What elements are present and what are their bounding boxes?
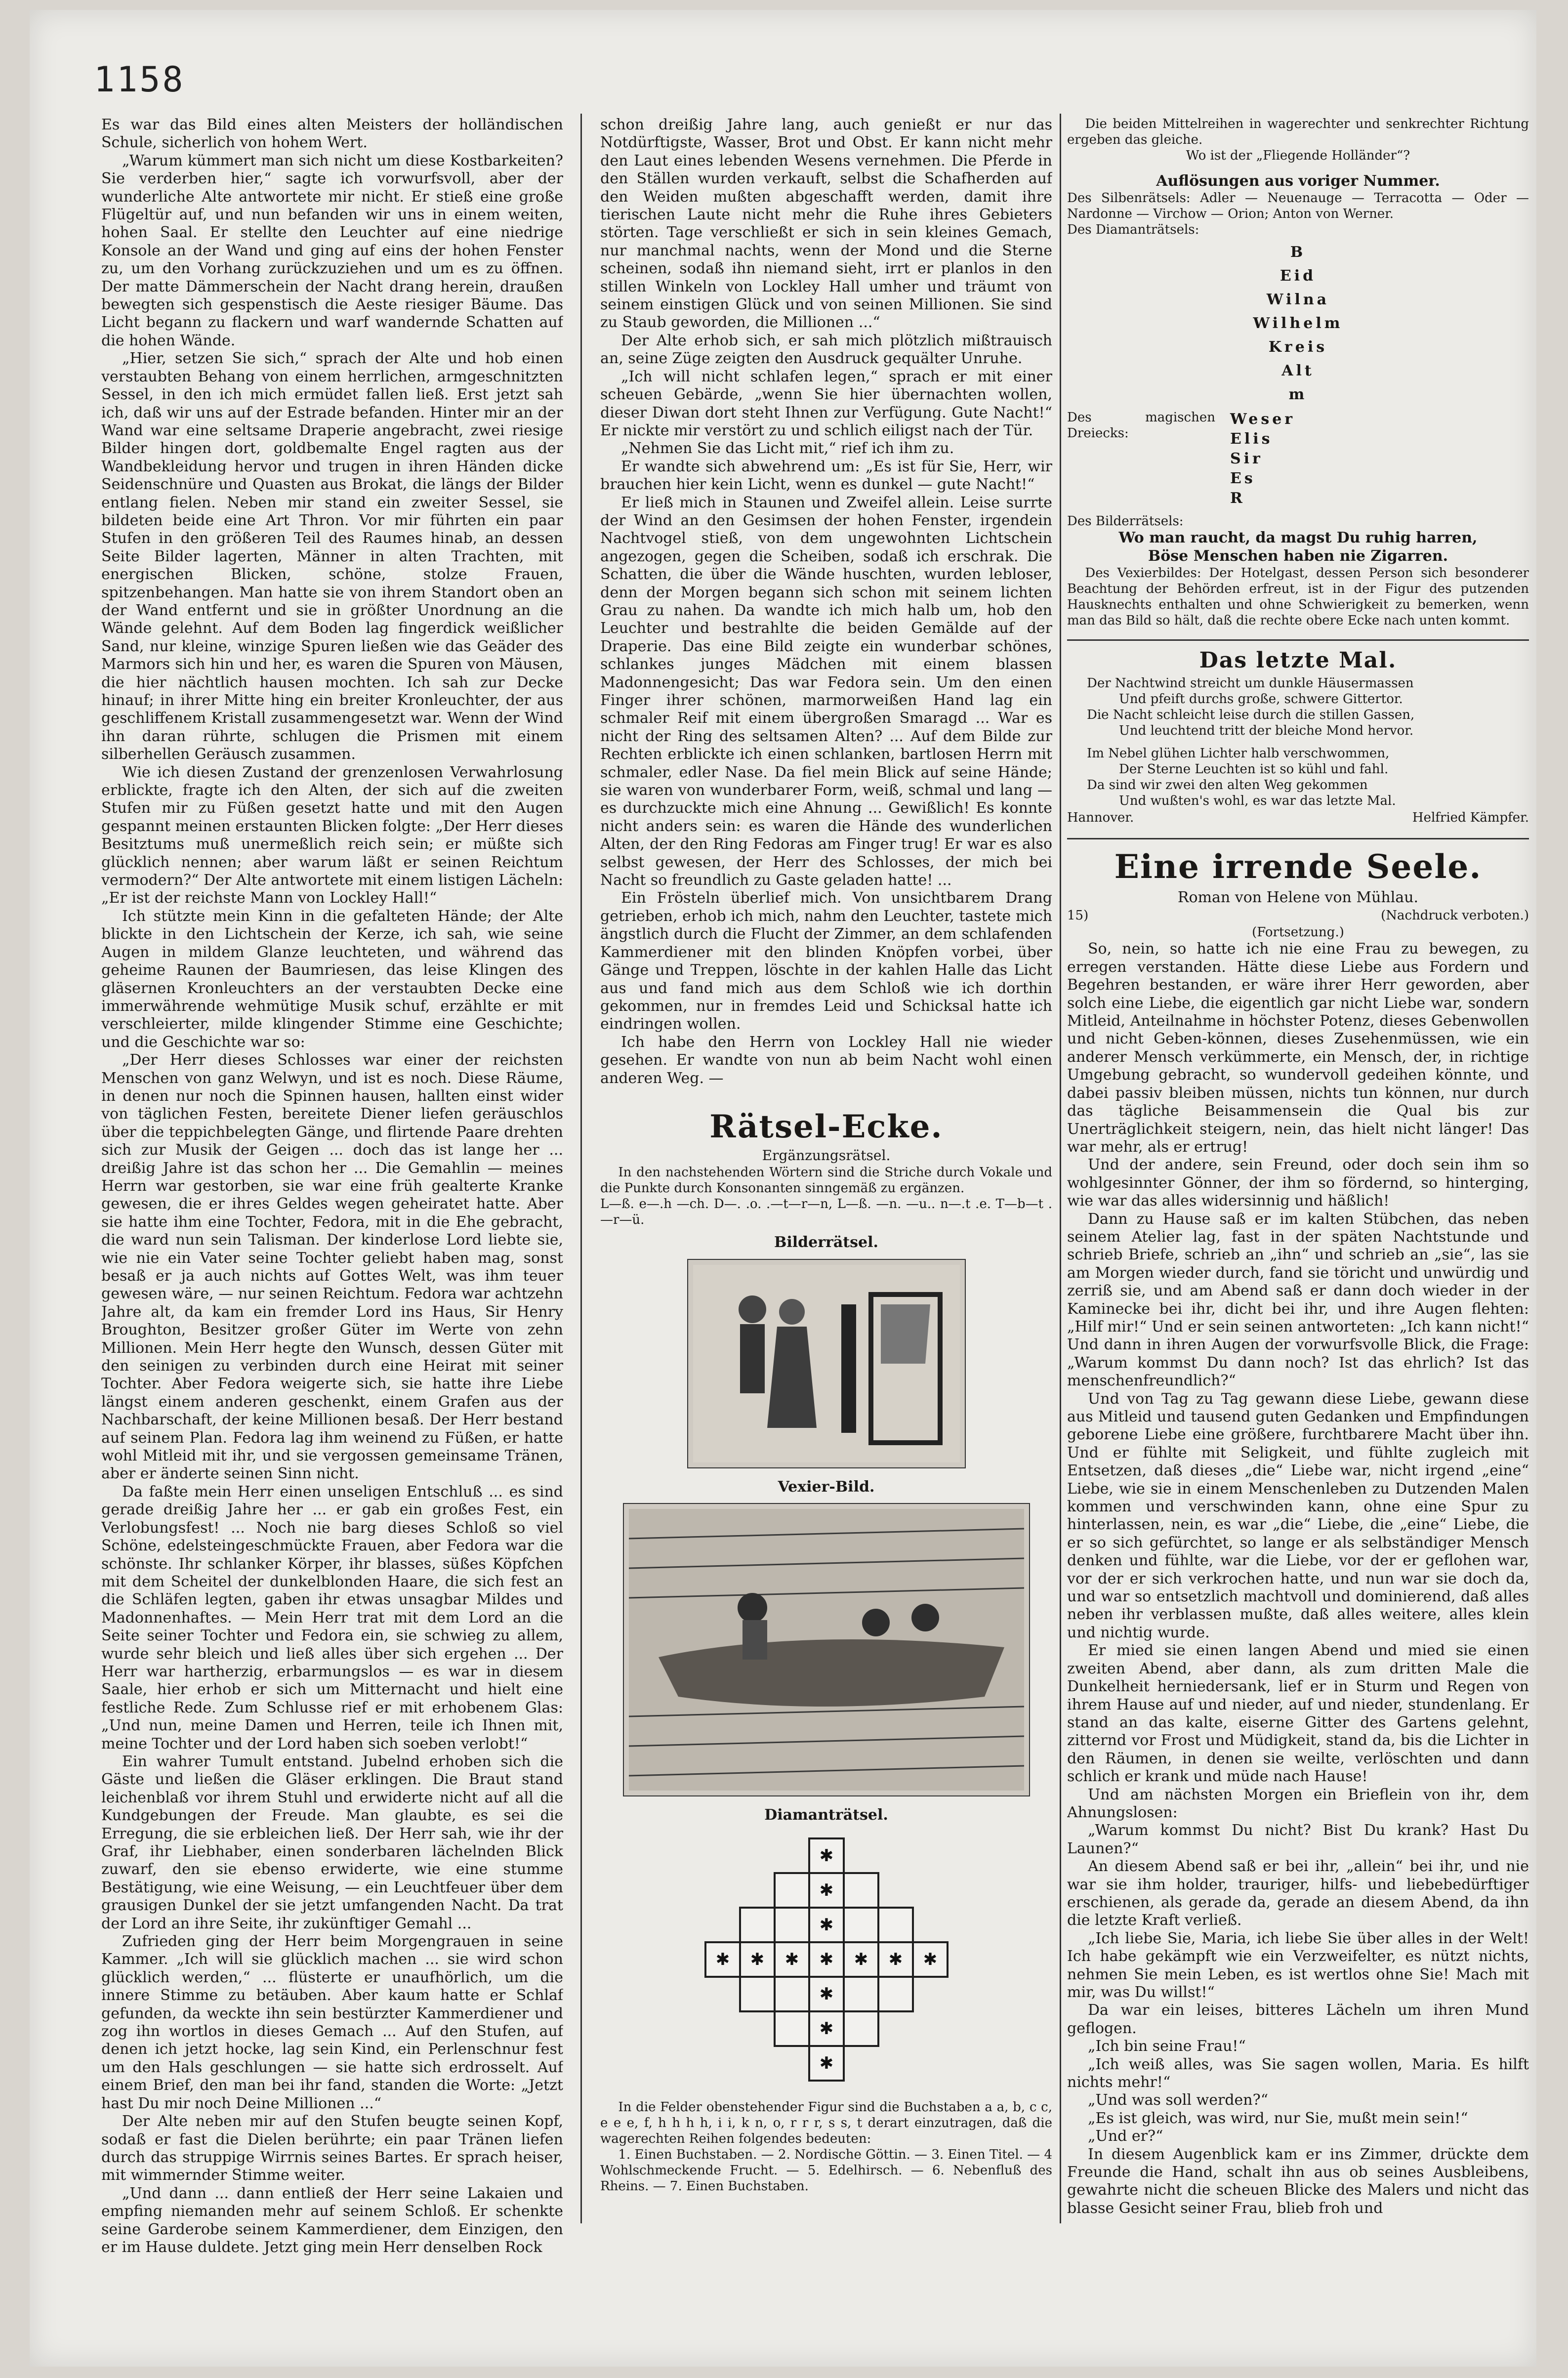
svg-text:✱: ✱ xyxy=(819,1915,833,1935)
story-paragraph: Ein Frösteln überlief mich. Von unsichtbarem Drang getrieben, erhob ich mich, nahm den Leuchter, tastete mich ängstlich durch die Flucht der Zimmer, an dem schlafenden Kammerdiener mit den blinden Knöpfen vorbei, über Gänge und Treppen, löschte in der kahlen Halle das Licht aus und fand mich aus dem Schloß wie ich dorthin gekommen, nur in fremdes Leid und Schicksal hatte ich eindringen wollen. xyxy=(600,889,1052,1033)
diamant-text: In die Felder obenstehender Figur sind die Buchstaben a a, b, c c, e e e, f, h h h h, i i, k n, o, r r r, s s, t derart einzutragen, daß die wagerechten Reihen folgendes bedeuten: xyxy=(600,2099,1052,2146)
novel-paragraph: „Ich weiß alles, was Sie sagen wollen, Maria. Es hilft nichts mehr!“ xyxy=(1067,2055,1529,2091)
puzzle-intro: Die beiden Mittelreihen in wagerechter und senkrechter Richtung ergeben das gleiche. xyxy=(1067,117,1529,147)
novel-paragraph: Und von Tag zu Tag gewann diese Liebe, gewann diese aus Mitleid und tausend guten Gedanken und Empfindungen geborene Liebe eine größere, furchtbarere Macht über ihn. Und er fühlte mit Seligkeit, und fühlte zugleich mit Entsetzen, daß dieses „die“ Liebe war, nicht irgend „eine“ Liebe, wie sie in einem Menschenleben zu Dutzenden Malen kommen und verschwinden kann, ohne eine Spur zu hinterlassen, nein, es war „die“ Liebe, die „eine“ Liebe, die er so sich gefürchtet, so lange er als selbständiger Mensch denken und fühlte, war die Liebe, vor der er geflohen war, vor der er sich verkrochen hatte, und nun war sie doch da, und war so entsetzlich machtvoll und dominierend, daß alles neben ihr verblassen mußte, daß alles weitere, alles klein und nichtig wurde. xyxy=(1067,1390,1529,1641)
story-paragraph: Der Alte erhob sich, er sah mich plötzlich mißtrauisch an, seine Züge zeigten den Ausdruck gequälter Unruhe. xyxy=(600,332,1052,368)
svg-text:✱: ✱ xyxy=(854,1949,868,1969)
story-paragraph: „Der Herr dieses Schlosses war einer der reichsten Menschen von ganz Welwyn, und ist es noch. Diese Räume, in denen nur noch die Spinnen hausen, hallten einst wider von täglichen Festen, bereitete Diener liefen geräuschlos über die teppichbelegten Gänge, und flirtende Paare drehten sich zur Musik der Geigen ... doch das ist lange her ... dreißig Jahre ist das schon her ... Die Gemahlin — meines Herrn war gestorben, sie war eine früh gealterte Kranke gewesen, die er ihres Geldes wegen geheiratet hatte. Aber sie hatte ihm eine Tochter, Fedora, mit in die Ehe gebracht, die ward nun sein Talisman. Der kinderlose Lord liebte sie, wie nie ein Vater seine Tochter geliebt haben mag, sonst besaß er ja auch nichts auf Gottes Welt, was ihm teuer gewesen wäre, — nur seinen Reichtum. Fedora war achtzehn Jahre alt, da kam ein fremder Lord ins Haus, Sir Henry Broughton, Besitzer großer Güter im Werte von zehn Millionen. Mein Herr hegte den Wunsch, dessen Güter mit den seinigen zu verbinden durch eine Heirat mit seiner Tochter. Aber Fedora weigerte sich, sie hatte ihre Liebe längst einem anderen geschenkt, einem Grafen aus der Nachbarschaft, der keine Millionen besaß. Der Herr bestand auf seinem Plan. Fedora lag ihm weinend zu Füßen, er hatte wohl Mitleid mit ihr, und sie vergossen gemeinsame Tränen, aber er änderte seinen Sinn nicht. xyxy=(101,1051,563,1483)
section-divider xyxy=(1067,639,1529,641)
diamant-row: B xyxy=(1290,244,1306,261)
story-paragraph: Es war das Bild eines alten Meisters der holländischen Schule, sicherlich von hohem Wert. xyxy=(101,116,563,152)
poem-title: Das letzte Mal. xyxy=(1199,648,1397,673)
novel-paragraph: „Ich liebe Sie, Maria, ich liebe Sie über alles in der Welt! Ich habe gekämpft wie ein Verzweifelter, es nützt nichts, nehmen Sie mein Leben, es ist wertlos ohne Sie! Mach mit mir, was Du willst!“ xyxy=(1067,1929,1529,2001)
column-divider xyxy=(1060,114,1061,2223)
diamant-row: Alt xyxy=(1281,362,1315,380)
story-paragraph: Ich stützte mein Kinn in die gefalteten Hände; der Alte blickte in den Lichtschein der Kerze, ich sah, wie seine Augen in mildem Glanze leuchteten, und während das geheime Raunen der Baumriesen, das leise Klingen des gläsernen Kronleuchters an der verstaubten Decke eine immerwährende wehmütige Musik schuf, erzählte er mit verschleierter, milde klingender Stimme eine Geschichte; und die Geschichte war so: xyxy=(101,907,563,1051)
vexier-image xyxy=(623,1503,1030,1796)
story-paragraph: Der Alte neben mir auf den Stufen beugte seinen Kopf, sodaß er fast die Dielen berührte; ein paar Tränen liefen durch das struppige Wirrnis seines Bartes. Er sprach heiser, mit wimmernder Stimme weiter. xyxy=(101,2113,563,2184)
column-divider xyxy=(580,114,582,2223)
story-paragraph: „Warum kümmert man sich nicht um diese Kostbarkeiten? Sie verderben hier,“ sagte ich vorwurfsvoll, aber der wunderliche Alte antwortete mir nicht. Er stieß eine große Flügeltür auf, und nun befanden wir uns in einem weiten, hohen Saal. Er stellte den Leuchter auf eine niedrige Konsole an der Wand und ging auf eins der hohen Fenster zu, um den Vorhang zurückzuziehen und um es zu öffnen. Der matte Dämmerschein der Nacht drang herein, draußen bewegten sich gespenstisch die Aeste riesiger Bäume. Das Licht begann zu flackern und warf wandernde Schatten auf die hohen Wände. xyxy=(101,152,563,349)
poem-line: Und leuchtend tritt der bleiche Mond hervor. xyxy=(1119,723,1414,739)
novel-paragraph: Da war ein leises, bitteres Lächeln um ihren Mund geflogen. xyxy=(1067,2002,1529,2037)
novel-paragraph: Er mied sie einen langen Abend und mied sie einen zweiten Abend, aber dann, als zum dritten Male die Dunkelheit herniedersank, lief er in Sturm und Regen von ihrem Hause auf und nieder, auf und nieder, stundenlang. Er stand an das kalte, eiserne Gitter des Gartens gelehnt, zitternd vor Frost und Müdigkeit, stand da, bis die Lichter in den Räumen, in denen sie weilte, verlöschten und dann schlich er krank und müde nach Hause! xyxy=(1067,1642,1529,1786)
story-paragraph: Zufrieden ging der Herr beim Morgengrauen in seine Kammer. „Ich will sie glücklich machen ... sie wird schon glücklich werden,“ ... flüsterte er unaufhörlich, um die innere Stimme zu betäuben. Aber kaum hatte er Schlaf gefunden, da weckte ihn sein bestürzter Kammerdiener und zog ihn wortlos in dieses Gemach ... Auf den Stufen, auf denen ich jetzt hocke, lag sein Kind, ein Perlenschnur fest um den Hals geschlungen — sie hatte sich erdrosselt. Auf einem Brief, den man bei ihr fand, standen die Worte: „Jetzt hast Du mir noch Deine Millionen ...“ xyxy=(101,1933,563,2112)
story-paragraph: „Ich will nicht schlafen legen,“ sprach er mit einer scheuen Gebärde, „wenn Sie hier übernachten wollen, dieser Diwan dort steht Ihnen zur Verfügung. Gute Nacht!“ Er nickte mir verstört zu und schlich eiligst nach der Tür. xyxy=(600,368,1052,439)
diamant-row: Wilna xyxy=(1266,291,1330,309)
section-divider xyxy=(1067,838,1529,839)
svg-text:✱: ✱ xyxy=(819,2053,833,2073)
svg-text:✱: ✱ xyxy=(819,1880,833,1900)
poem-line: Im Nebel glühen Lichter halb verschwommen, xyxy=(1087,746,1390,761)
svg-text:✱: ✱ xyxy=(715,1949,730,1969)
story-paragraph: schon dreißig Jahre lang, auch genießt er nur das Notdürftigste, Wasser, Brot und Obst. Er kann nicht mehr den Laut eines lebenden Wesens vernehmen. Die Pferde in den Ställen wurden verkauft, selbst die Schafherden auf den Weiden mußten abgeschafft werden, damit ihre tierischen Laute nicht mehr die Ruhe ihres Gebieters störten. Tage verschließt er sich in sein kleines Gemach, nur manchmal nachts, wenn der Mond und die Sterne scheinen, sodaß ihn niemand sieht, irrt er planlos in den stillen Winkeln von Lockley Hall umher und träumt von seinem einstigen Glück und von seinen Millionen. Sie sind zu Staub geworden, die Millionen ...“ xyxy=(600,116,1052,332)
page-number: 1158 xyxy=(94,59,185,100)
poem-place: Hannover. xyxy=(1067,810,1134,826)
novel-continuation: (Fortsetzung.) xyxy=(1252,925,1344,940)
svg-text:✱: ✱ xyxy=(819,1845,833,1866)
novel-paragraph: Dann zu Hause saß er im kalten Stübchen, das neben seinem Atelier lag, fast in der späten Nachtstunde und schrieb Briefe, schrieb an „ihn“ und schrieb an „sie“, las sie am Morgen wieder durch, fand sie töricht und unwürdig und zerriß sie, und am Abend saß er dann doch wieder in der Kaminecke bei ihr, dicht bei ihr, und ihre Augen flehten: „Hilf mir!“ Und er sein seinen antworteten: „Ich kann nicht!“ Und dann in ihren Augen der vorwurfsvolle Blick, die Frage: „Warum kommst Du dann noch? Ist das ehrlich? Ist das menschenfreundlich?“ xyxy=(1067,1210,1529,1390)
solution-diamant xyxy=(1067,241,1529,407)
dreieck-row: Sir xyxy=(1230,450,1263,468)
novel-paragraph: In diesem Augenblick kam er ins Zimmer, drückte dem Freunde die Hand, schalt ihn aus ob seines Ausbleibens, gewahrte nicht die scheuen Blicke des Malers und nicht das blasse Gesicht seiner Frau, blieb froh und xyxy=(1067,2145,1529,2217)
column-left xyxy=(101,116,563,2256)
novel-rights: (Nachdruck verboten.) xyxy=(1381,908,1529,923)
poem-line: Der Sterne Leuchten ist so kühl und fahl. xyxy=(1119,762,1389,777)
solution-dreieck xyxy=(1230,410,1295,508)
poem xyxy=(1067,675,1529,809)
novel-paragraph: „Und er?“ xyxy=(1088,2128,1163,2145)
story-paragraph: Ich habe den Herrn von Lockley Hall nie wieder gesehen. Er wandte von nun ab beim Nacht wohl einen anderen Weg. — xyxy=(600,1033,1052,1087)
svg-text:✱: ✱ xyxy=(923,1949,937,1969)
svg-text:✱: ✱ xyxy=(819,1984,833,2004)
poem-line: Der Nachtwind streicht um dunkle Häusermassen xyxy=(1087,676,1414,691)
svg-text:✱: ✱ xyxy=(750,1949,764,1969)
diamond-puzzle-grid xyxy=(693,1834,960,2090)
novel-paragraph: Und der andere, sein Freund, oder doch sein ihm so wohlgesinnter Gönner, der ihm so fördernd, so hinterging, wie war das alles widersinnig und häßlich! xyxy=(1067,1156,1529,1210)
erg-title: Ergänzungsrätsel. xyxy=(762,1147,891,1164)
diamant-row: Eid xyxy=(1279,267,1317,285)
dreieck-row: Weser xyxy=(1230,411,1296,428)
novel-paragraph: So, nein, so hatte ich nie eine Frau zu bewegen, zu erregen verstanden. Hätte diese Liebe aus Fordern und Begehren bestanden, er wäre ihrer Herr geworden, aber solch eine Liebe, die eigentlich gar nicht Liebe war, sondern Mitleid, Anteilnahme in höchster Potenz, dieses Gebenwollen und nicht Geben-können, dieses Zusehenmüssen, wie ein anderer Mensch verkümmerte, ein Mensch, der, in richtige Umgebung gebracht, so wundervoll gedeihen könnte, und dabei passiv bleiben müssen, nichts tun können, nur durch das tägliche Beisammensein die Qual bis zur Unerträglichkeit steigern, nein, das hielt nicht länger! Das war mehr, als er ertrug! xyxy=(1067,940,1529,1156)
erg-text: In den nachstehenden Wörtern sind die Striche durch Vokale und die Punkte durch Konsonanten sinngemäß zu ergänzen. xyxy=(600,1165,1052,1196)
bild-title: Bilderrätsel. xyxy=(774,1234,878,1252)
dreieck-row: Elis xyxy=(1230,430,1273,448)
novel-paragraph: „Es ist gleich, was wird, nur Sie, mußt mein sein!“ xyxy=(1088,2109,1468,2127)
picture-puzzle-illustration xyxy=(693,1265,960,1462)
vexier-title: Vexier-Bild. xyxy=(778,1478,875,1496)
svg-text:✱: ✱ xyxy=(784,1949,799,1969)
novel-paragraph: An diesem Abend saß er bei ihr, „allein“ bei ihr, und nie war sie ihm holder, trauriger, hilfs- und liebebedürftiger erschienen, als gerade da, gerade an diesem Abend, da ihn die letzte Kraft verließ. xyxy=(1067,1858,1529,1929)
poem-line: Da sind wir zwei den alten Weg gekommen xyxy=(1087,778,1368,793)
novel-meta xyxy=(1067,907,1529,924)
solution-silben: Des Silbenrätsels: Adler — Neuenauge — Terracotta — Oder — Nardonne — Virchow — Orion; Anton von Werner. xyxy=(1067,191,1529,222)
novel-subtitle: Roman von Helene von Mühlau. xyxy=(1177,888,1419,906)
column-right xyxy=(1067,116,1529,2217)
diamant-title: Diamanträtsel. xyxy=(764,1806,888,1824)
poem-line: Und pfeift durchs große, schwere Gittertor. xyxy=(1119,692,1403,707)
column-middle xyxy=(600,116,1052,2194)
story-paragraph: Er ließ mich in Staunen und Zweifel allein. Leise surrte der Wind an den Gesimsen der hohen Fenster, irgendein Nachtvogel stieß, von dem ungewohnten Lichtschein angezogen, gegen die Scheiben, sodaß ich erschrak. Die Schatten, die über die Wände huschten, wurden lebloser, denn der Morgen begann sich schon mit seinem lichten Grau zu nahen. Da wandte ich mich halb um, hob den Leuchter und bestrahlte die beiden Gemälde auf der Draperie. Das eine Bild zeigte ein wunderbar schönes, schlankes junges Mädchen mit einem blassen Madonnengesicht; Das war Fedora sein. Um den einen Finger ihrer schönen, marmorweißen Hand lag ein schmaler Reif mit einem übergroßen Smaragd ... War es nicht der Ring des seltsamen Alten? ... Auf dem Bilde zur Rechten erblickte ich einen schlanken, bartlosen Herrn mit schmaler, edler Nase. Da fiel mein Blick auf seine Hände; sie waren von wunderbarer Form, weiß, schmal und lang — es durchzuckte mich eine Ahnung ... Gewißlich! Es konnte nicht anders sein: es waren die Hände des wunderlichen Alten, der den Ring Fedoras am Finger trug! Er war es also selbst gewesen, der Herr des Schlosses, der mich bei Nacht so freundlich zu Gaste geladen hatte! ... xyxy=(600,494,1052,889)
novel-paragraph: „Warum kommst Du nicht? Bist Du krank? Hast Du Launen?“ xyxy=(1067,1822,1529,1857)
solution-bilder-label: Des Bilderrätsels: xyxy=(1067,514,1184,529)
solution-dreieck-label: Des magischen Dreiecks: xyxy=(1067,410,1215,441)
diamant-row: m xyxy=(1288,386,1308,404)
solution-bilder-line: Wo man raucht, da magst Du ruhig harren, xyxy=(1118,529,1478,547)
novel-installment: 15) xyxy=(1067,908,1089,923)
dreieck-row: R xyxy=(1230,490,1245,507)
story-paragraph: Er wandte sich abwehrend um: „Es ist für Sie, Herr, wir brauchen hier kein Licht, wenn es dunkel — gute Nacht!“ xyxy=(600,458,1052,494)
puzzle-section-title: Rätsel-Ecke. xyxy=(709,1108,943,1145)
poem-footer xyxy=(1067,809,1529,827)
diamant-row: Wilhelm xyxy=(1253,315,1343,333)
solution-bilder-line: Böse Menschen haben nie Zigarren. xyxy=(1148,547,1448,565)
story-paragraph: „Hier, setzen Sie sich,“ sprach der Alte und hob einen verstaubten Behang von einem herrlichen, armgeschnitzten Sessel, in den ich mich ermüdet fallen ließ. Erst jetzt sah ich, daß wir uns auf der Estrade befanden. Hinter mir an der Wand war eine seltsame Draperie angebracht, zwei riesige Bilder hingen dort, goldbemalte Engel ragten aus der Wandbekleidung hervor und trugen in ihren Händen dicke Seidenschnüre und Quasten aus Brokat, die längs der Bilder entlang fielen. Neben mir stand ein zweiter Sessel, sie bildeten beide eine Art Thron. Vor mir führten ein paar Stufen in den größeren Teil des Raumes hinab, an dessen Seite Bilder lagerten, Männer in alten Trachten, mit energischen Blicken, schöne, stolze Frauen, spitzenbehangen. Man hatte sie von ihrem Standort oben an der Wand entfernt und sie in größter Unordnung an die Wände gelehnt. Auf dem Boden lag fingerdick weißlicher Sand, nur kleine, winzige Spuren ließen wie das Geäder des Marmors sich hin und her, es waren die Spuren von Mäusen, die hier nächtlich hausen mochten. Ich sah zur Decke hinauf; in ihrer Mitte hing ein breiter Kronleuchter, der aus geschliffenem Kristall zusammengesetzt war. Wenn der Wind ihn daran rührte, schlugen die Prismen mit einem silberhellen Geräusch zusammen. xyxy=(101,350,563,763)
story-paragraph: „Nehmen Sie das Licht mit,“ rief ich ihm zu. xyxy=(621,440,954,458)
story-paragraph: „Und dann ... dann entließ der Herr seine Lakaien und empfing niemanden mehr auf seinem Schloß. Er schenkte seine Garderobe seinem Kammerdiener, dem Einzigen, den er im Hause duldete. Jetzt ging mein Herr denselben Rock xyxy=(101,2184,563,2256)
vexier-illustration xyxy=(629,1509,1024,1791)
solution-diamant-label: Des Diamanträtsels: xyxy=(1067,222,1199,238)
svg-text:✱: ✱ xyxy=(819,2018,833,2039)
erg-pattern: L—ß. e—.h —ch. D—. .o. .—t—r—n, L—ß. —n. —u.. n—.t .e. T—b—t .—r—ü. xyxy=(600,1197,1052,1228)
novel-paragraph: Und am nächsten Morgen ein Brieflein von ihr, dem Ahnungslosen: xyxy=(1067,1786,1529,1821)
poem-line: Die Nacht schleicht leise durch die stillen Gassen, xyxy=(1087,708,1415,723)
puzzle-source: Wo ist der „Fliegende Holländer“? xyxy=(1186,148,1410,163)
poem-author: Helfried Kämpfer. xyxy=(1412,810,1529,826)
picture-puzzle-image xyxy=(687,1259,966,1468)
svg-text:✱: ✱ xyxy=(819,1949,833,1969)
solutions-title: Auflösungen aus voriger Nummer. xyxy=(1156,172,1440,190)
poem-line: Und wußten's wohl, es war das letzte Mal. xyxy=(1119,793,1396,809)
novel-title: Eine irrende Seele. xyxy=(1114,847,1482,886)
dreieck-row: Es xyxy=(1230,470,1256,488)
novel-paragraph: „Ich bin seine Frau!“ xyxy=(1088,2038,1246,2055)
story-paragraph: Da faßte mein Herr einen unseligen Entschluß ... es sind gerade dreißig Jahre her ... er gab ein großes Fest, ein Verlobungsfest! ... Noch nie barg dieses Schloß so viel Schöne, edelsteingeschmückte Frauen, aber Fedora war die schönste. Ihr schlanker Körper, ihr blasses, süßes Köpfchen mit dem Scheitel der dunkelblonden Haare, die sich fest an die Schläfen legten, gaben ihr etwas unsagbar Mildes und Madonnenhaftes. — Mein Herr trat mit dem Lord an die Seite seiner Tochter und Fedora ein, sie schwieg zu allem, wurde sehr bleich und ließ alles über sich ergehen ... Der Herr war hartherzig, erbarmungslos — es war in diesem Saale, hier erhob er sich um Mitternacht und hielt eine festliche Rede. Zum Schlusse rief er mit erhobenem Glas: „Und nun, meine Damen und Herren, teile ich Ihnen mit, meine Tochter und der Lord haben sich soeben verlobt!“ xyxy=(101,1483,563,1752)
story-paragraph: Wie ich diesen Zustand der grenzenlosen Verwahrlosung erblickte, fragte ich den Alten, der sich auf die zweiten Stufen mir zu Füßen gesetzt hatte und mit den Augen gespannt meinen erstaunten Blicken folgte: „Der Herr dieses Besitztums muß unermeßlich reich sein; er müßte sich glücklich nennen; aber warum läßt er seinen Reichtum vermodern?“ Der Alte antwortete mit einem listigen Lächeln: „Er ist der reichste Mann von Lockley Hall!“ xyxy=(101,763,563,907)
diamant-clues: 1. Einen Buchstaben. — 2. Nordische Göttin. — 3. Einen Titel. — 4 Wohlschmeckende Frucht. — 5. Edelhirsch. — 6. Nebenfluß des Rheins. — 7. Einen Buchstaben. xyxy=(600,2147,1052,2194)
solution-vexier: Des Vexierbildes: Der Hotelgast, dessen Person sich besonderer Beachtung der Behörden erfreut, ist in der Figur des putzenden Hausknechts enthalten und ohne Schwierigkeit zu bemerken, wenn man das Bild so hält, daß die rechte obere Ecke nach unten kommt. xyxy=(1067,566,1529,628)
diamant-row: Kreis xyxy=(1268,338,1328,356)
novel-paragraph: „Und was soll werden?“ xyxy=(1088,2091,1269,2109)
svg-text:✱: ✱ xyxy=(888,1949,903,1969)
story-paragraph: Ein wahrer Tumult entstand. Jubelnd erhoben sich die Gäste und ließen die Gläser erklingen. Die Braut stand leichenblaß vor ihrem Stuhl und erwiderte nicht auf all die Kundgebungen der Freude. Man glaubte, es sei die Erregung, die sie erbleichen ließ. Der Herr sah, wie ihr der Graf, ihr Liebhaber, einen sonderbaren lächelnden Blick zuwarf, den sie ebenso erwiderte, wie eine stumme Bestätigung, wie eine Weisung, — ein Leuchtfeuer über dem grausigen Dunkel der sie jetzt umfangenden Nacht. Da trat der Lord an ihre Seite, ihr zukünftiger Gemahl ... xyxy=(101,1752,563,1932)
